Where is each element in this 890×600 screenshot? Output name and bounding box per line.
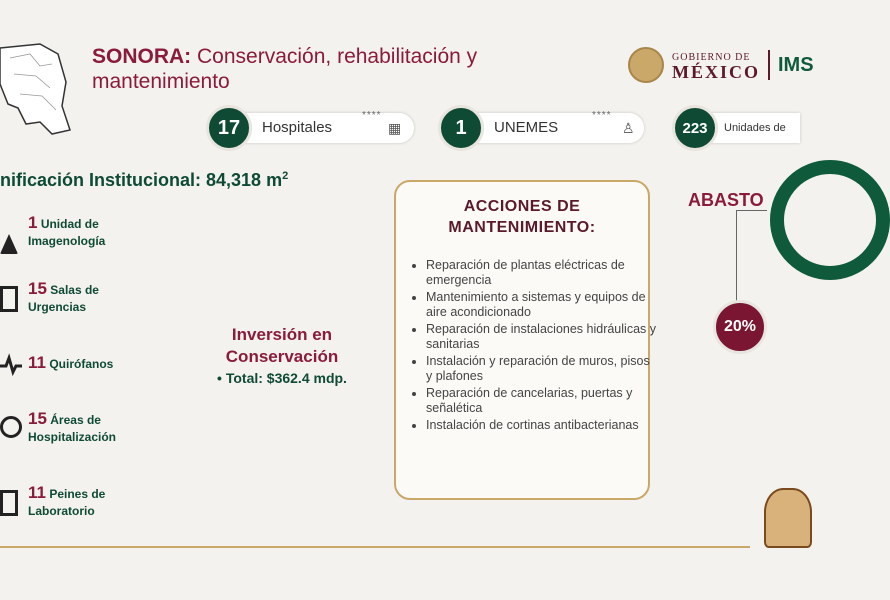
surface-unit-sup: 2 — [282, 170, 289, 182]
actions-title-line2: MANTENIMIENTO: — [448, 219, 596, 236]
list-item — [0, 214, 190, 254]
rating-stars: **** — [592, 110, 612, 121]
item-line2: Laboratorio — [28, 504, 95, 518]
item-count: 11 — [28, 353, 46, 372]
item-line2: Imagenología — [28, 234, 106, 248]
national-seal-icon — [628, 47, 664, 83]
list-item: • Instalación de cortinas antibacterianas — [426, 418, 656, 433]
list-item: • Instalación y reparación de muros, pisos y plafones — [426, 354, 656, 384]
supply-label: ABASTO — [688, 190, 764, 210]
item-count: 11 — [28, 483, 46, 502]
item-line1: Peines de — [49, 487, 106, 501]
item-count: 1 — [28, 213, 38, 232]
list-item — [0, 280, 190, 320]
stat-number: 223 — [672, 105, 718, 151]
hospital-icon: ▦ — [388, 120, 402, 136]
government-wordmark — [672, 51, 760, 82]
stat-number: 1 — [438, 105, 484, 151]
list-item: • Mantenimiento a sistemas y equipos de aire acondicionado — [426, 290, 656, 320]
item-line2: Urgencias — [28, 300, 87, 314]
rating-stars: **** — [362, 110, 382, 121]
investment-total: • Total: $362.4 mdp. — [217, 370, 347, 386]
item-line1: Quirófanos — [49, 357, 114, 371]
title-subject: Conservación, rehabilitación y mantenimiento — [92, 45, 478, 93]
government-logo — [628, 44, 814, 86]
surface-area — [0, 170, 288, 191]
investment-block — [192, 324, 372, 386]
investment-title-line2: Conservación — [225, 347, 339, 366]
actions-title — [396, 196, 648, 238]
stat-label: Hospitales — [262, 119, 333, 136]
stat-label: Unidades de — [724, 122, 786, 134]
list-item — [0, 354, 190, 384]
item-line1: Áreas de — [50, 413, 101, 427]
agency-logo: IMS — [778, 53, 814, 76]
surface-label: nificación Institucional: 84,318 m — [0, 170, 283, 190]
list-item: • Reparación de plantas eléctricas de emergencia — [426, 258, 656, 288]
item-line2: Hospitalización — [28, 430, 117, 444]
maintenance-actions-box — [394, 180, 656, 500]
footer-divider — [0, 546, 750, 548]
list-item — [0, 484, 190, 524]
gov-line2: MÉXICO — [672, 62, 760, 82]
heartbeat-icon — [0, 354, 22, 376]
item-count: 15 — [28, 279, 47, 298]
stat-number: 17 — [206, 105, 252, 151]
page-title — [92, 44, 562, 94]
stat-label: UNEMES — [494, 119, 559, 136]
investment-title-line1: Inversión en — [231, 325, 333, 344]
item-line1: Salas de — [50, 283, 99, 297]
supply-percent-badge: 20% — [713, 300, 767, 354]
item-line1: Unidad de — [40, 217, 99, 231]
laboratory-icon — [0, 490, 18, 516]
item-count: 15 — [28, 409, 47, 428]
supply-ring — [770, 160, 890, 280]
title-state: SONORA: — [92, 45, 192, 68]
actions-list — [410, 258, 656, 435]
imaging-icon — [0, 220, 18, 254]
emergency-room-icon — [0, 286, 18, 312]
list-item: • Reparación de instalaciones hidráulicas y sanitarias — [426, 322, 656, 352]
list-item: • Reparación de cancelarias, puertas y señalética — [426, 386, 656, 416]
sonora-map — [0, 44, 70, 136]
gov-line1: GOBIERNO DE — [672, 52, 751, 63]
doctor-icon: ♙ — [622, 120, 635, 136]
list-item — [0, 410, 190, 450]
hospital-bed-icon — [0, 416, 22, 438]
logo-divider — [768, 50, 770, 80]
mascot-illustration — [764, 488, 812, 548]
actions-title-line1: ACCIONES DE — [463, 198, 581, 215]
